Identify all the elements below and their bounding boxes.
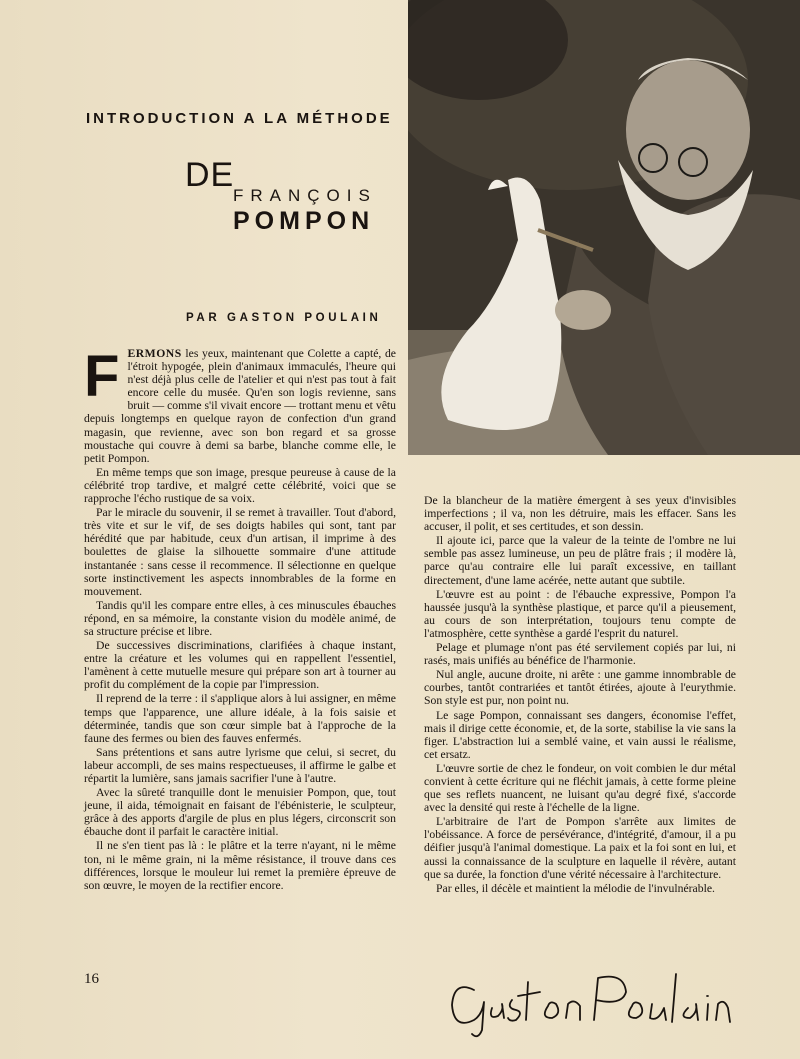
lead-text: les yeux, maintenant que Colette a capté, de l'étroit hypogée, plein d'animaux immaculés, l'heure qui n'est déjà plus celle de l'atelier et qui n'est pas tout à fait encore celle du musée. Qu'en son logis revienne, sans bruit — comme s'il vivait encore — trottant menu et vêtu depuis longtemps en quelque rayon de confection d'un grand magasin, que revienne, avec son bon regard et sa grosse moustache qui couvre à demi sa barbe, blanche comme elle, le petit Pompon.: [84, 347, 396, 465]
article-column-1: [84, 344, 396, 893]
paragraph-lead: [84, 344, 396, 465]
title-first-name: FRANÇOIS: [233, 186, 377, 205]
paragraph: De successives discriminations, clarifiées à chaque instant, entre la créature et les volumes qui en rappellent l'essentiel, l'amènent à cette mutuelle mesure qui prépare son art à tourner au profit du complément de la copie par l'impression.: [84, 639, 396, 692]
paragraph: Le sage Pompon, connaissant ses dangers, économise l'effet, mais il dirige cette économie, et, de la sorte, stabilise la vie sans la figer. L'abstraction lui a semblé vaine, et vain aussi le réalisme, cet ersatz.: [424, 708, 736, 761]
signature: [444, 960, 734, 1045]
paragraph: Avec la sûreté tranquille dont le menuisier Pompon, que, tout jeune, il aida, témoignait en faisant de l'ébénisterie, le sculpteur, grâce à des apports d'argile de plus en plus légers, circonscrit son ébauche dont il parfait le caractère initial.: [84, 786, 396, 839]
lead-word: ERMONS: [127, 347, 182, 360]
photo-sculptor-with-white-sculpture: [408, 0, 800, 455]
paragraph: Par le miracle du souvenir, il se remet à travailler. Tout d'abord, très vite et sur le vif, de ses doigts habiles qui sont, tant par hérédité que par habitude, ceux d'un artisan, il imprime à des boulettes de glaise la silhouette sommaire d'une attitude instantanée : sans cesse il recommence. Il sélectionne en quelque sorte instinctivement les aspects innombrables de la forme en mouvement.: [84, 506, 396, 598]
drop-cap: F: [84, 344, 120, 409]
title-last-name: POMPON: [233, 207, 375, 235]
title-de: DE: [185, 156, 235, 194]
paragraph: Sans prétentions et sans autre lyrisme que celui, si secret, du labeur accompli, de ses mains respectueuses, il affirme le galbe et répartit la lumière, sans jamais sacrifier l'une à l'autre.: [84, 745, 396, 785]
title-line-1: INTRODUCTION A LA MÉTHODE: [86, 110, 393, 127]
paragraph: Par elles, il décèle et maintient la mélodie de l'invulnérable.: [436, 881, 715, 895]
handwritten-signature: [444, 960, 734, 1040]
paragraph: De la blancheur de la matière émergent à ses yeux d'invisibles imperfections ; il va, non les détruire, mais les effacer. Sans les accuser, il polit, et ses certitudes, et son dessin.: [424, 494, 736, 534]
paragraph: En même temps que son image, presque peureuse à cause de la célébrité trop tardive, et malgré cette célébrité, voici que se rapproche l'écho rustique de sa voix.: [84, 465, 396, 506]
article-column-2: [424, 494, 736, 896]
paragraph: Tandis qu'il les compare entre elles, à ces minuscules ébauches répond, en sa mémoire, la constante vision du modèle animé, de sa structure précise et libre.: [84, 598, 396, 638]
paragraph: L'œuvre sortie de chez le fondeur, on voit combien le dur métal convient à cette écriture qui ne fléchit jamais, à cette forme pleine que ses reflets nuancent, ne luisant qu'au degré fixé, s'accorde avec la densité qui reste à l'échelle de la ligne.: [424, 761, 736, 815]
paragraph: Nul angle, aucune droite, ni arête : une gamme innombrable de courbes, tantôt contrariées et tantôt étirées, ajoute à l'eurythmie. Son style est pur, non point nu.: [424, 668, 736, 708]
page-number: 16: [84, 971, 99, 987]
paragraph: Il reprend de la terre : il s'applique alors à lui assigner, en même temps que l'apparence, une allure idéale, à la fois saisie et déterminée, tandis que son cœur simple bat à l'approche de la faune des fermes ou bien des fauves enfermés.: [84, 692, 396, 745]
paragraph: Il ne s'en tient pas là : le plâtre et la terre n'ayant, ni le même ton, ni le même grain, ni la même résistance, il trouve dans ces différences, lorsque le mouleur lui remet la première épreuve de son œuvre, le moyen de la rectifier encore.: [84, 839, 396, 892]
paragraph: Il ajoute ici, parce que la valeur de la teinte de l'ombre ne lui semble pas assez lumineuse, un peu de plâtre frais ; il modère là, parce qu'au contraire elle lui paraît excessive, en taillant directement, d'une lame acérée, nette autant que subtile.: [424, 534, 736, 587]
paragraph: L'œuvre est au point : de l'ébauche expressive, Pompon l'a haussée jusqu'à la synthèse plastique, et parce qu'il a pieusement, au cours de son interprétation, toujours tenu compte de l'atmosphère, cette synthèse a gardé l'esprit du naturel.: [424, 587, 736, 640]
photo-illustration: [408, 0, 800, 455]
paragraph: Pelage et plumage n'ont pas été servilement copiés par lui, ni rasés, mais unifiés au bénéfice de l'harmonie.: [424, 641, 736, 668]
paragraph: L'arbitraire de l'art de Pompon s'arrête aux limites de l'obéissance. A force de persévérance, d'intégrité, d'amour, il a pu déifier jusqu'à l'animal domestique. La paix et la foi sont en lui, et aussi la connaissance de la sculpture en laquelle il révère, autant que sa durée, la fonction d'une vérité nécessaire à l'architecture.: [424, 815, 736, 881]
byline: PAR GASTON POULAIN: [186, 312, 382, 324]
